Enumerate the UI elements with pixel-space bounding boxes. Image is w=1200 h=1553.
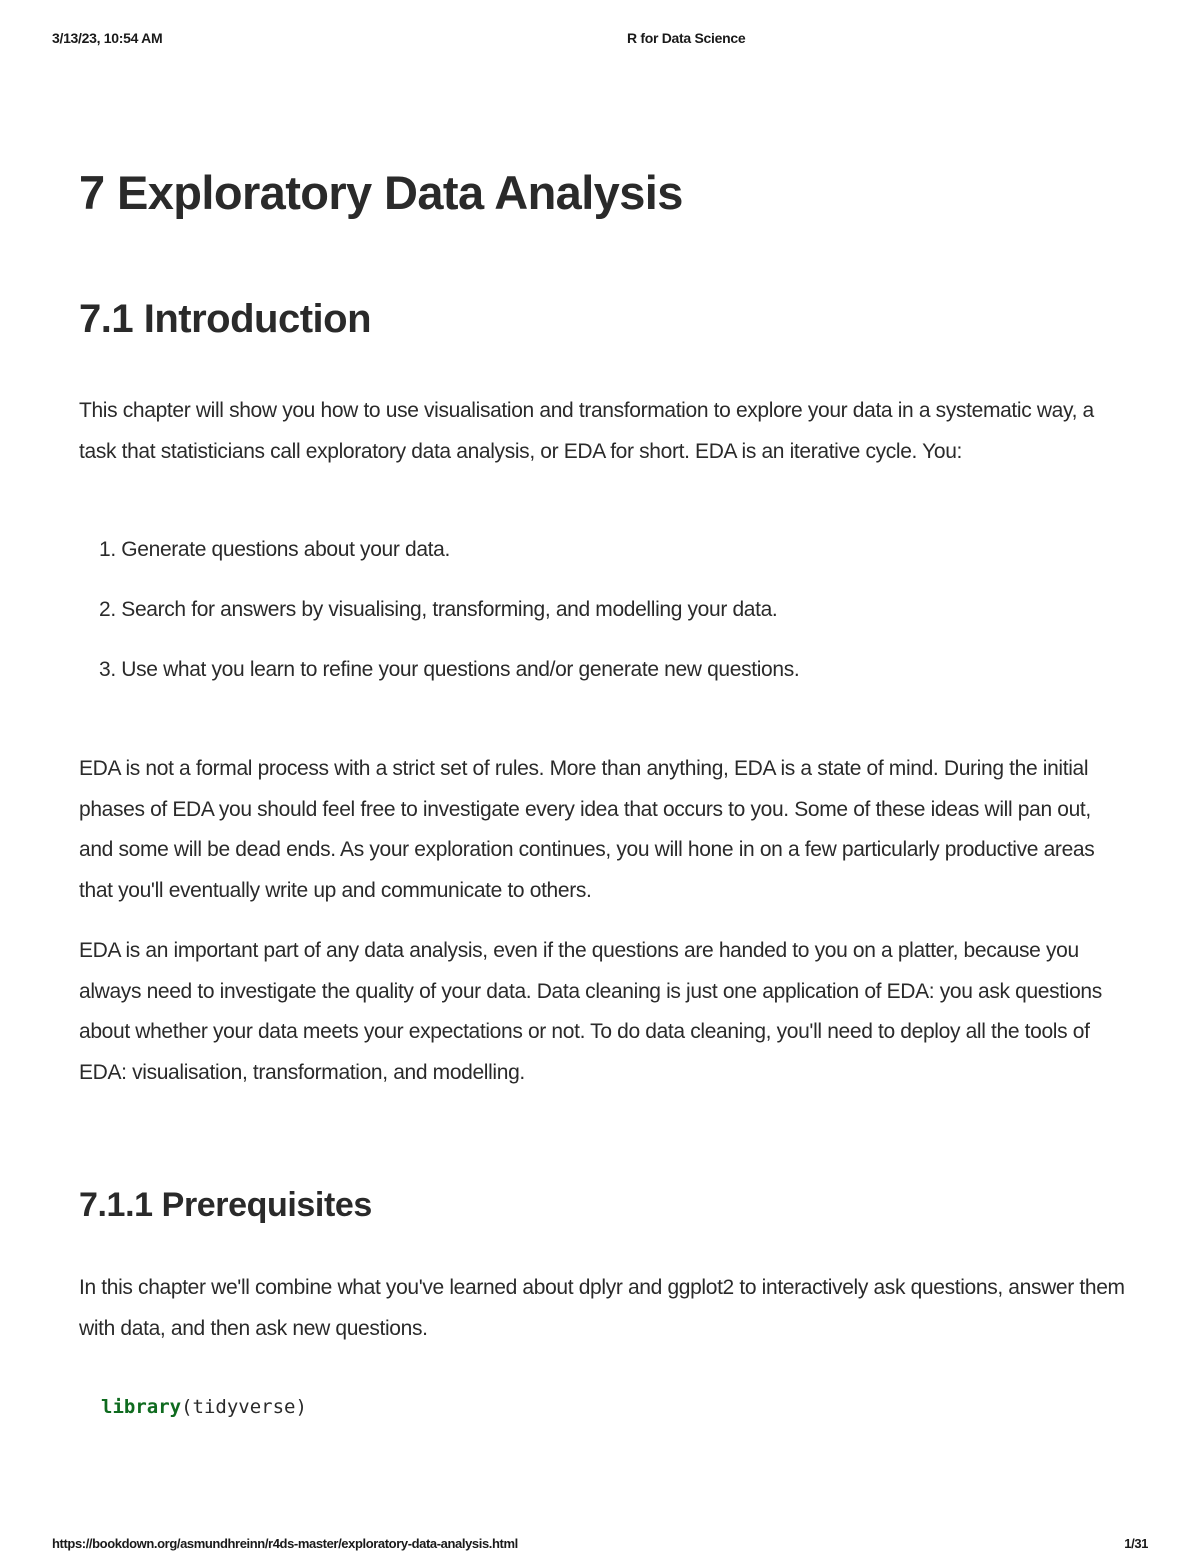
eda-cycle-list [79, 530, 1129, 710]
list-item: 2. Search for answers by visualising, transforming, and modelling your data. [99, 598, 778, 621]
prerequisites-paragraph: In this chapter we'll combine what you've learned about dplyr and ggplot2 to interactively ask questions, answer them with data, and then ask new questions. [79, 1276, 1125, 1340]
intro-paragraph: This chapter will show you how to use visualisation and transformation to explore your data in a systematic way, a task that statisticians call exploratory data analysis, or EDA for short. EDA is an iterative cycle. You: [79, 399, 1094, 463]
section-title: 7.1 Introduction [79, 297, 371, 341]
code-args: (tidyverse) [181, 1396, 307, 1418]
code-function: library [101, 1396, 182, 1418]
chapter-title: 7 Exploratory Data Analysis [79, 166, 683, 219]
page-url: https://bookdown.org/asmundhreinn/r4ds-master/exploratory-data-analysis.html [52, 1536, 518, 1551]
print-footer [52, 1536, 1148, 1552]
page-number: 1/31 [1124, 1536, 1148, 1551]
print-header [52, 30, 1148, 50]
list-item: 3. Use what you learn to refine your questions and/or generate new questions. [99, 658, 800, 681]
body-paragraph: EDA is not a formal process with a strict set of rules. More than anything, EDA is a state of mind. During the initial phases of EDA you should feel free to investigate every idea that occurs to you. Some of these ideas will pan out, and some will be dead ends. As your exploration continues, you will hone in on a few particularly productive areas that you'll eventually write up and communicate to others. [79, 757, 1095, 902]
list-item: 1. Generate questions about your data. [99, 538, 450, 561]
code-block [101, 1396, 307, 1418]
print-datetime: 3/13/23, 10:54 AM [52, 30, 163, 46]
print-title: R for Data Science [627, 30, 746, 46]
subsection-title: 7.1.1 Prerequisites [79, 1186, 372, 1224]
body-paragraph: EDA is an important part of any data analysis, even if the questions are handed to you on a platter, because you always need to investigate the quality of your data. Data cleaning is just one application of EDA: you ask questions about whether your data meets your expectations or not. To do data cleaning, you'll need to deploy all the tools of EDA: visualisation, transformation, and modelling. [79, 939, 1102, 1084]
